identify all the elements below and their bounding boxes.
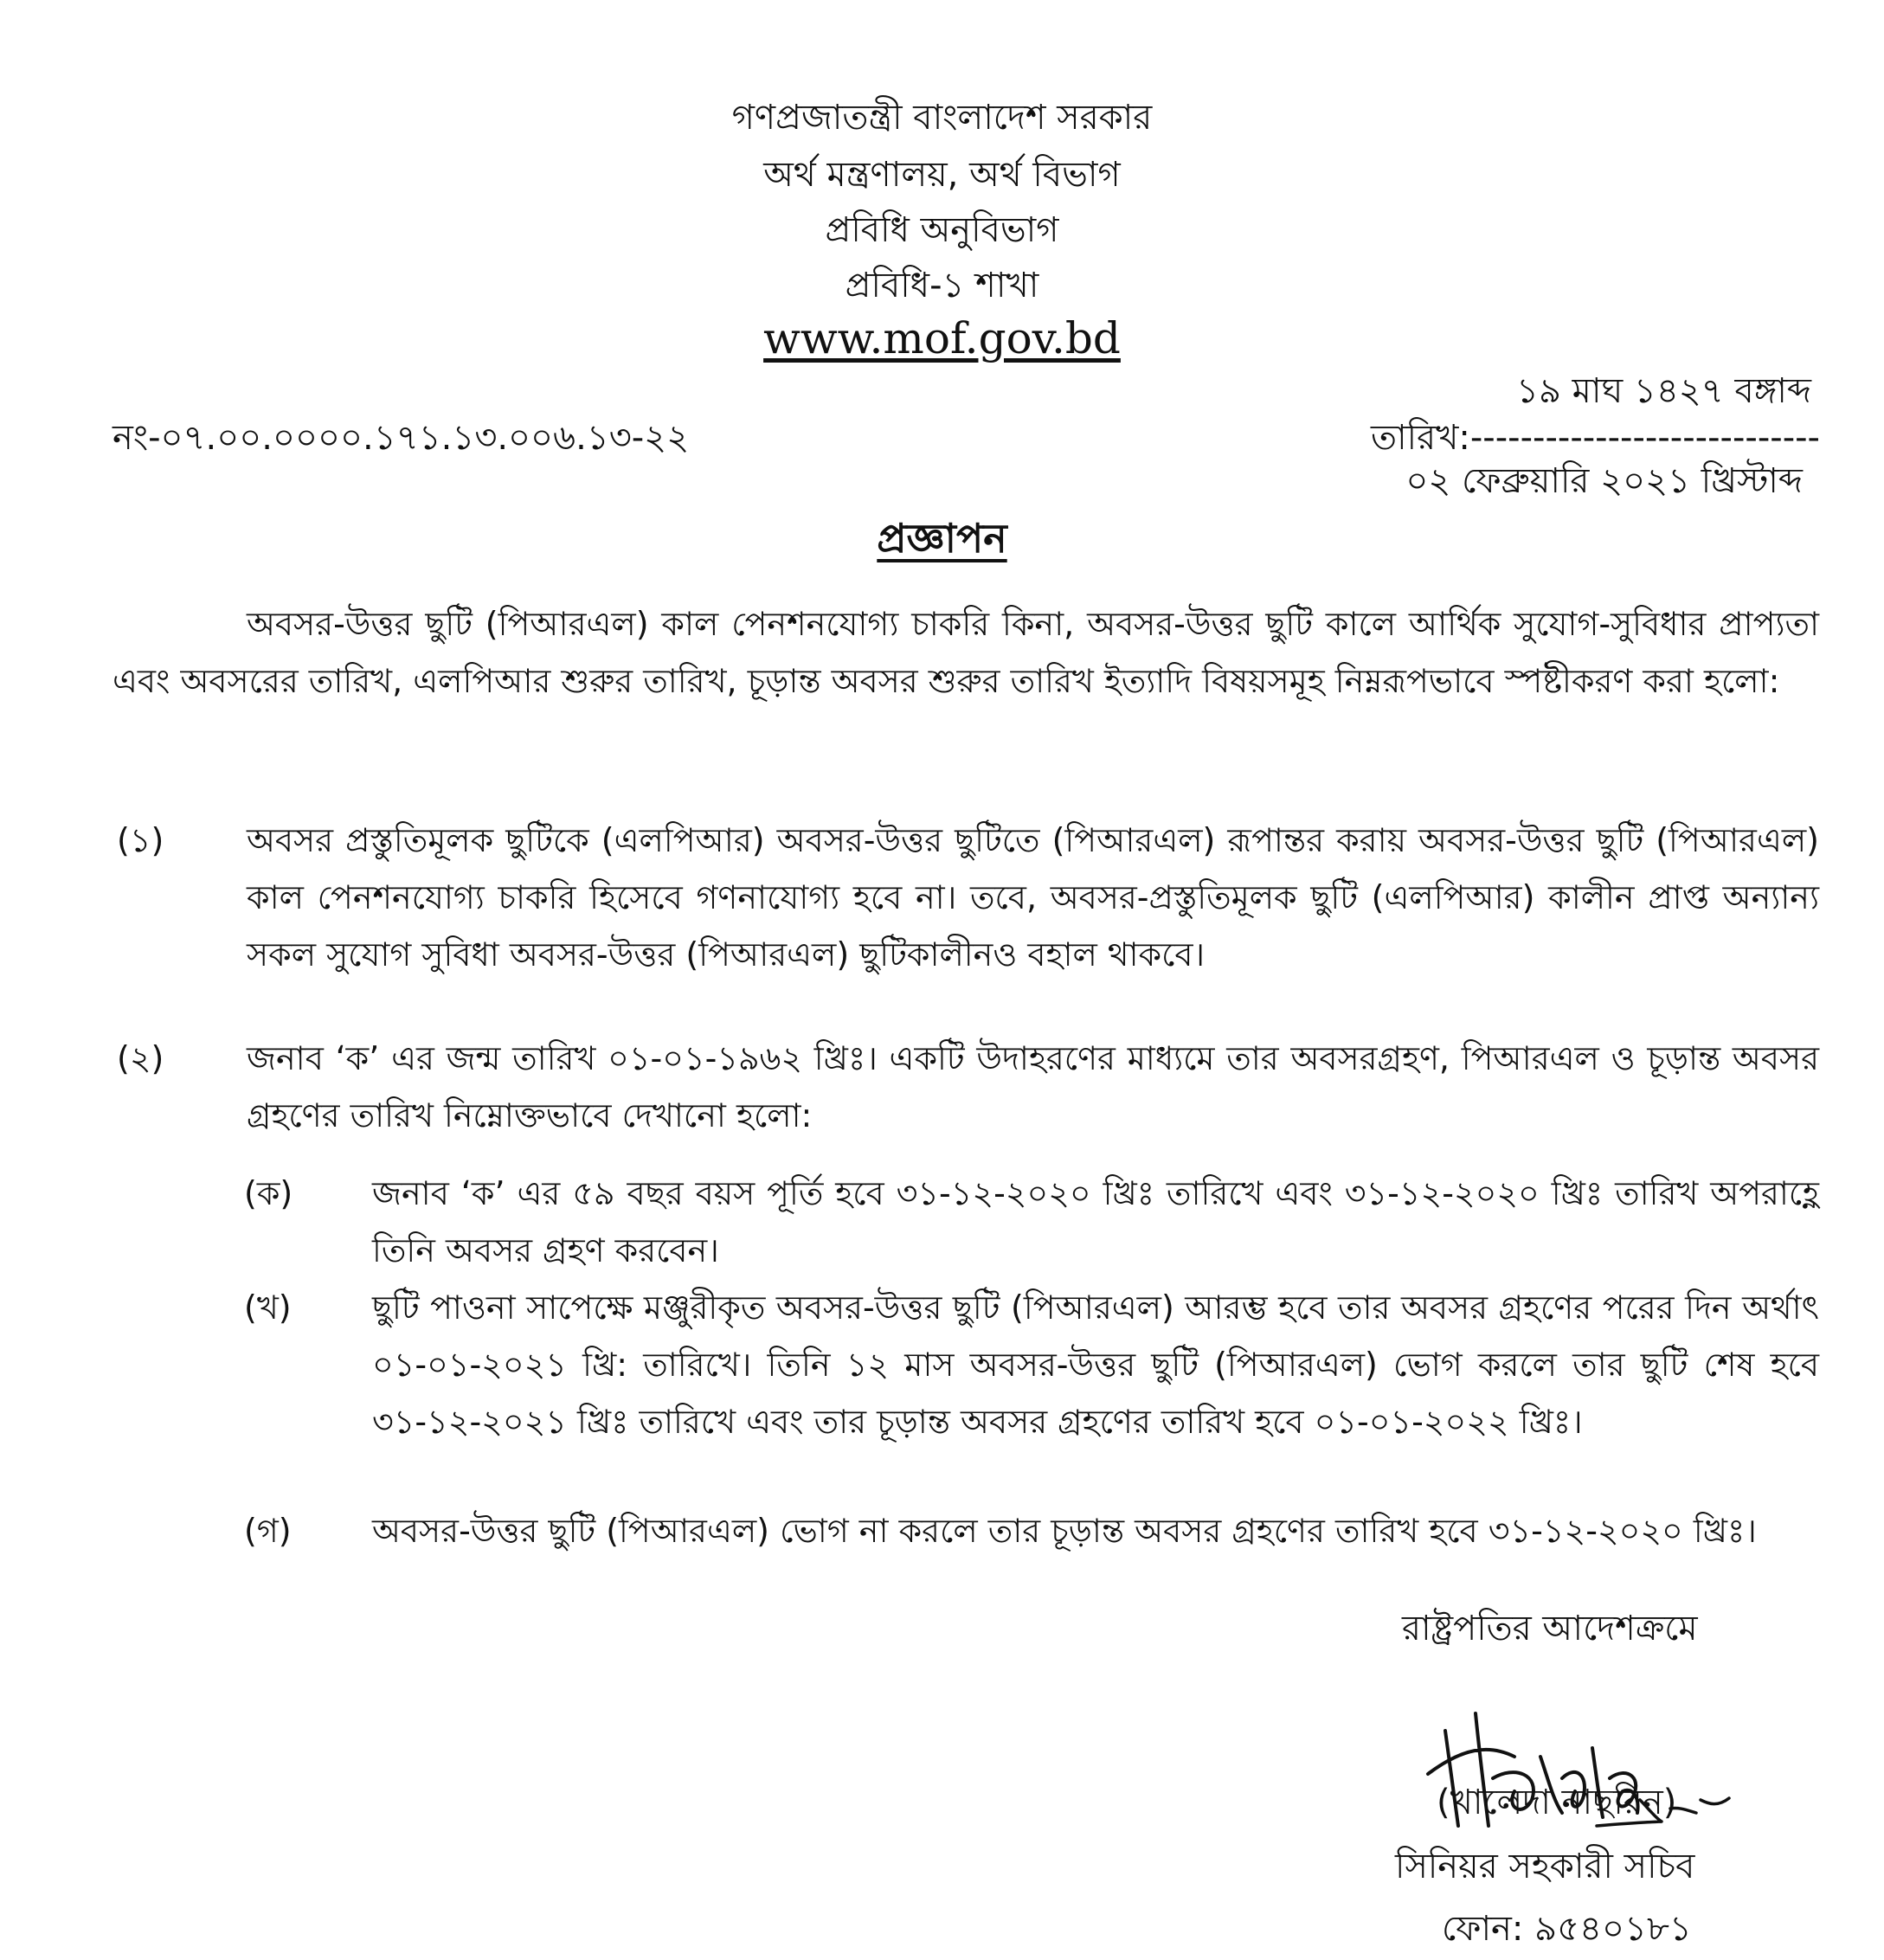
item-2-text: জনাব ‘ক’ এর জন্ম তারিখ ০১-০১-১৯৬২ খ্রিঃ। একটি উদাহরণের মাধ্যমে তার অবসরগ্রহণ, পিআরএল ও চূড়ান্ত অবসর গ্রহণের তারিখ নিম্নোক্তভাবে দেখানো হলো: (247, 1039, 1819, 1134)
wing-name: প্রবিধি অনুবিভাগ (825, 210, 1059, 250)
date-gregorian: ০২ ফেব্রুয়ারি ২০২১ খ্রিস্টাব্দ (1405, 461, 1803, 501)
officer-designation: সিনিয়র সহকারী সচিব (1395, 1847, 1695, 1886)
item-2-label: (২) (117, 1039, 164, 1077)
subitem-kha-text: ছুটি পাওনা সাপেক্ষে মঞ্জুরীকৃত অবসর-উত্তর ছুটি (পিআরএল) আরম্ভ হবে তার অবসর গ্রহণের পরের দিন অর্থাৎ ০১-০১-২০২১ খ্রি: তারিখে। তিনি ১২ মাস অবসর-উত্তর ছুটি (পিআরএল) ভোগ করলে তার ছুটি শেষ হবে ৩১-১২-২০২১ খ্রিঃ তারিখে এবং তার চূড়ান্ত অবসর গ্রহণের তারিখ হবে ০১-০১-২০২২ খ্রিঃ। (372, 1288, 1819, 1441)
presidential-order: রাষ্ট্রপতির আদেশক্রমে (1402, 1609, 1698, 1648)
officer-name: (খালেদা নাছরিন) (1437, 1783, 1677, 1822)
subitem-kha-label: (খ) (244, 1288, 292, 1327)
date-label: তারিখ:---------------------------- (1371, 418, 1820, 458)
subitem-ka-label: (ক) (244, 1174, 293, 1212)
item-1-label: (১) (117, 821, 164, 859)
signature-image (1411, 1696, 1757, 1852)
subitem-ga-text: অবসর-উত্তর ছুটি (পিআরএল) ভোগ না করলে তার চূড়ান্ত অবসর গ্রহণের তারিখ হবে ৩১-১২-২০২০ খ্রিঃ। (372, 1512, 1757, 1550)
date-bangla: ১৯ মাঘ ১৪২৭ বঙ্গাব্দ (1516, 371, 1811, 411)
intro-paragraph: অবসর-উত্তর ছুটি (পিআরএল) কাল পেনশনযোগ্য চাকরি কিনা, অবসর-উত্তর ছুটি কালে আর্থিক সুযোগ-সুবিধার প্রাপ্যতা এবং অবসরের তারিখ, এলপিআর শুরুর তারিখ, চূড়ান্ত অবসর শুরুর তারিখ ইত্যাদি বিষয়সমূহ নিম্নরূপভাবে স্পষ্টীকরণ করা হলো: (113, 605, 1819, 700)
branch-name: প্রবিধি-১ শাখা (845, 266, 1039, 305)
item-1-text: অবসর প্রস্তুতিমূলক ছুটিকে (এলপিআর) অবসর-উত্তর ছুটিতে (পিআরএল) রূপান্তর করায় অবসর-উত্তর ছুটি (পিআরএল) কাল পেনশনযোগ্য চাকরি হিসেবে গণনাযোগ্য হবে না। তবে, অবসর-প্রস্তুতিমূলক ছুটি (এলপিআর) কালীন প্রাপ্ত অন্যান্য সকল সুযোগ সুবিধা অবসর-উত্তর (পিআরএল) ছুটিকালীনও বহাল থাকবে। (247, 821, 1819, 974)
govt-name: গণপ্রজাতন্ত্রী বাংলাদেশ সরকার (731, 98, 1153, 138)
memo-number: নং-০৭.০০.০০০০.১৭১.১৩.০০৬.১৩-২২ (113, 418, 690, 458)
officer-phone: ফোন: ৯৫৪০১৮১ (1442, 1909, 1692, 1949)
website-link[interactable]: www.mof.gov.bd (763, 313, 1121, 363)
notification-title: প্রজ্ঞাপন (877, 515, 1007, 562)
subitem-ka-text: জনাব ‘ক’ এর ৫৯ বছর বয়স পূর্তি হবে ৩১-১২-২০২০ খ্রিঃ তারিখে এবং ৩১-১২-২০২০ খ্রিঃ তারিখ অপরাহ্ণে তিনি অবসর গ্রহণ করবেন। (372, 1174, 1819, 1269)
ministry-name: অর্থ মন্ত্রণালয়, অর্থ বিভাগ (763, 155, 1121, 195)
subitem-ga-label: (গ) (244, 1512, 292, 1550)
